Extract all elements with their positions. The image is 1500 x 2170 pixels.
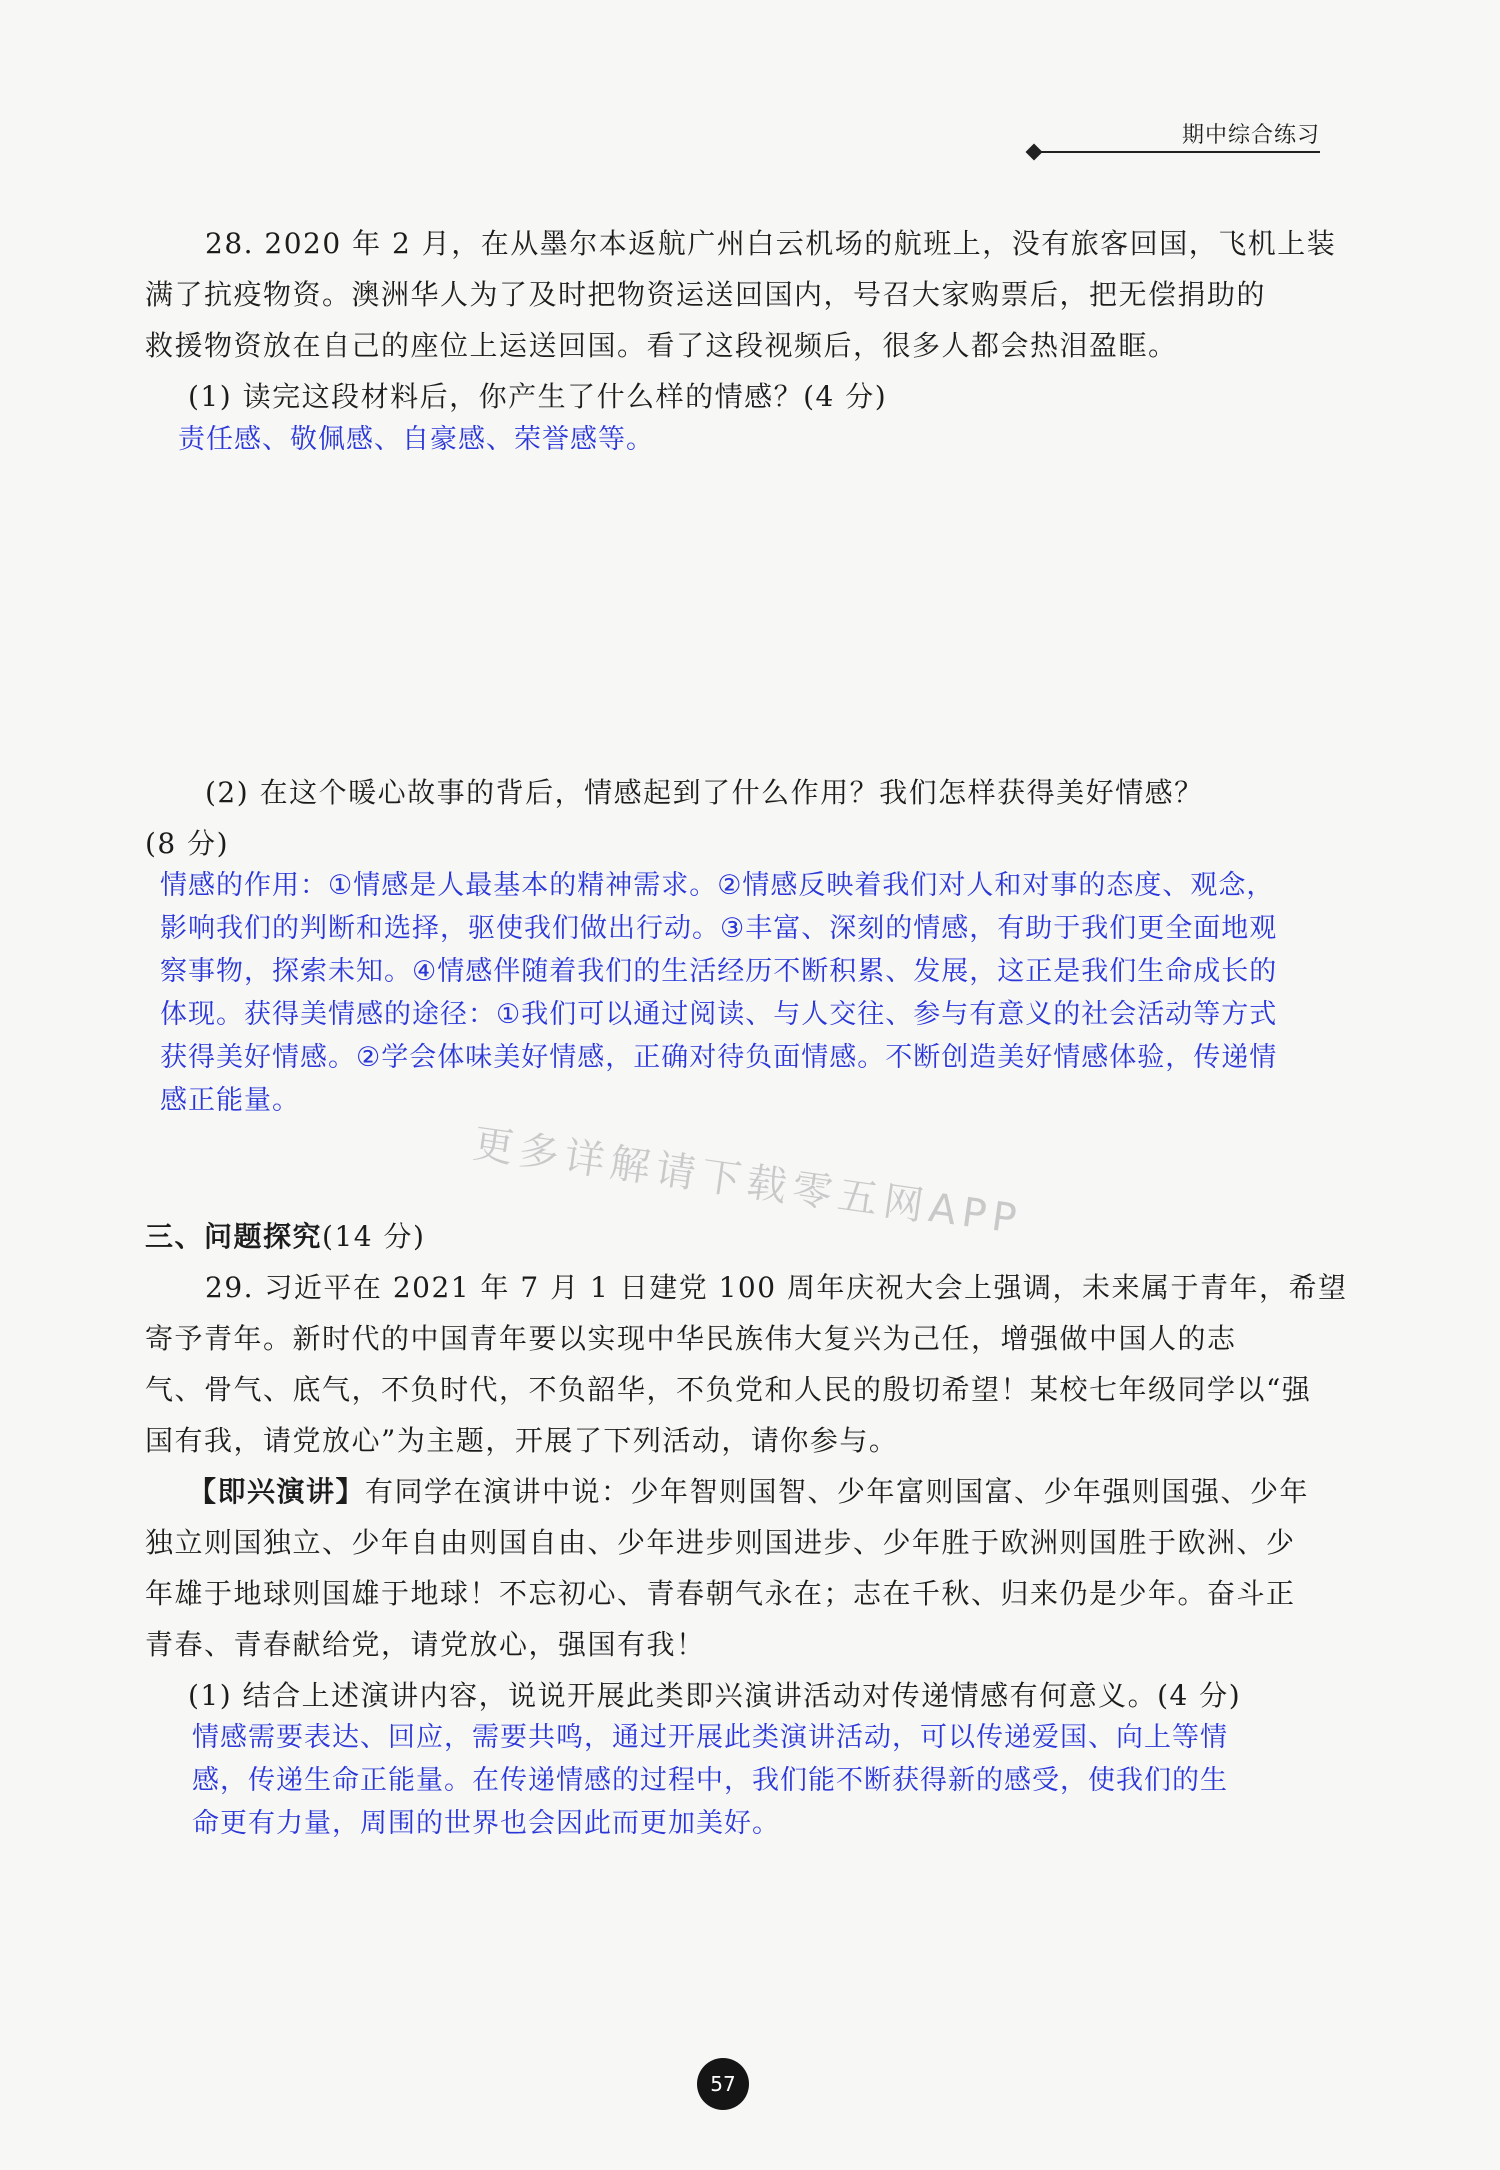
speech-tag: 【即兴演讲】 [188,1475,366,1508]
q28-stem-line-1: 28. 2020 年 2 月，在从墨尔本返航广州白云机场的航班上，没有旅客回国，飞机上装 [205,227,1337,260]
q29-speech-line-1 [188,1466,1309,1517]
q29-sub-question-1: (1) 结合上述演讲内容，说说开展此类即兴演讲活动对传递情感有何意义。(4 分) [188,1679,1242,1712]
header-rule [1038,151,1320,153]
q28-answer-2-line-4: 体现。获得美情感的途径：①我们可以通过阅读、与人交往、参与有意义的社会活动等方式 [160,999,1278,1030]
q29-stem-line-2: 寄予青年。新时代的中国青年要以实现中华民族伟大复兴为己任，增强做中国人的志 [145,1322,1237,1355]
section-3-heading [145,1211,425,1262]
q28-sub-question-1: (1) 读完这段材料后，你产生了什么样的情感？(4 分) [188,380,888,413]
q28-answer-2-line-6: 感正能量。 [160,1085,300,1116]
q29-answer-1-line-2: 感，传递生命正能量。在传递情感的过程中，我们能不断获得新的感受，使我们的生 [192,1765,1228,1796]
watermark: 更多详解请下载零五网APP [470,1120,1025,1244]
q29-stem-line-4: 国有我，请党放心”为主题，开展了下列活动，请你参与。 [145,1424,899,1457]
section-3-title: 三、问题探究 [145,1220,323,1253]
q28-answer-2-line-2: 影响我们的判断和选择，驱使我们做出行动。③丰富、深刻的情感，有助于我们更全面地观 [160,913,1278,944]
q28-stem-line-2: 满了抗疫物资。澳洲华人为了及时把物资运送回国内，号召大家购票后，把无偿捐助的 [145,278,1267,311]
q28-answer-2-line-3: 察事物，探索未知。④情感伴随着我们的生活经历不断积累、发展，这正是我们生命成长的 [160,956,1278,987]
page-number-badge: 57 [697,2058,749,2110]
section-3-score: (14 分) [322,1220,426,1253]
q29-stem-line-1: 29. 习近平在 2021 年 7 月 1 日建党 100 周年庆祝大会上强调，未来属于青年，希望 [205,1271,1348,1304]
speech-text-1: 有同学在演讲中说：少年智则国智、少年富则国富、少年强则国强、少年 [365,1475,1310,1508]
q29-speech-line-2: 独立则国独立、少年自由则国自由、少年进步则国进步、少年胜于欧洲则国胜于欧洲、少 [145,1526,1296,1559]
q29-speech-line-3: 年雄于地球则国雄于地球！不忘初心、青春朝气永在；志在千秋、归来仍是少年。奋斗正 [145,1577,1296,1610]
page-header [1028,118,1320,154]
q29-speech-line-4: 青春、青春献给党，请党放心，强国有我！ [145,1628,706,1661]
q28-answer-2-line-1: 情感的作用：①情感是人最基本的精神需求。②情感反映着我们对人和对事的态度、观念， [160,870,1275,901]
q29-answer-1-line-3: 命更有力量，周围的世界也会因此而更加美好。 [192,1808,780,1839]
q28-sub-question-2-line-1: (2) 在这个暖心故事的背后，情感起到了什么作用？我们怎样获得美好情感？ [205,776,1204,809]
q28-answer-1: 责任感、敬佩感、自豪感、荣誉感等。 [178,424,654,455]
q29-answer-1-line-1: 情感需要表达、回应，需要共鸣，通过开展此类演讲活动，可以传递爱国、向上等情 [192,1722,1228,1753]
q29-stem-line-3: 气、骨气、底气，不负时代，不负韶华，不负党和人民的殷切希望！某校七年级同学以“强 [145,1373,1312,1406]
q28-answer-2-line-5: 获得美好情感。②学会体味美好情感，正确对待负面情感。不断创造美好情感体验，传递情 [160,1042,1278,1073]
q28-stem-line-3: 救援物资放在自己的座位上运送回国。看了这段视频后，很多人都会热泪盈眶。 [145,329,1178,362]
header-title: 期中综合练习 [1181,123,1320,148]
q28-sub-question-2-line-2: (8 分) [145,827,230,860]
